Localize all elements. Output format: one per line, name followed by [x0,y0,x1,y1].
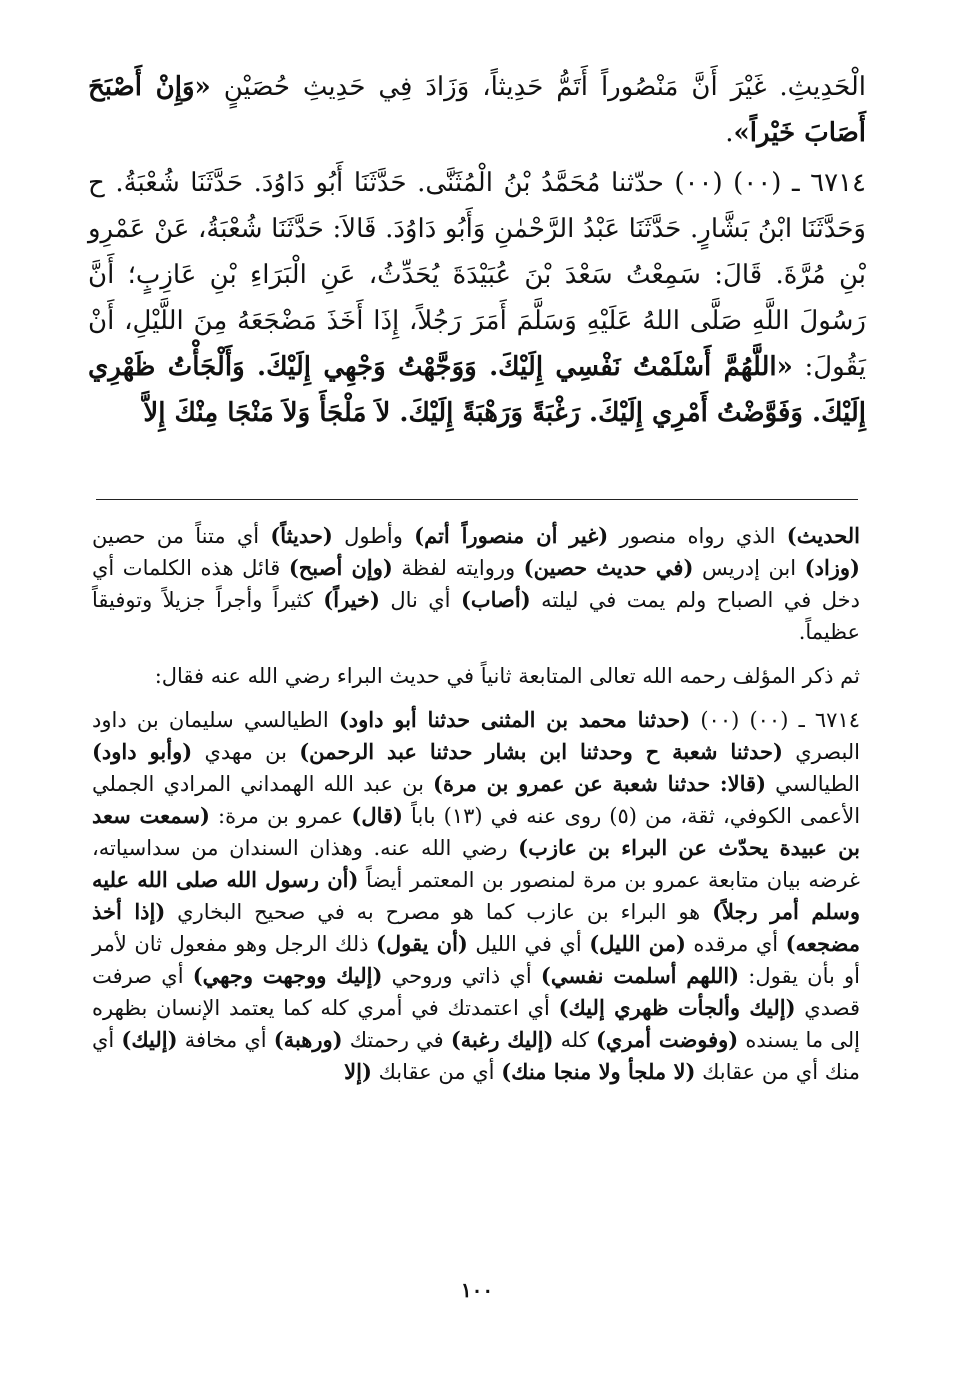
commentary-text: في رحمتك [342,1028,451,1052]
commentary-text: ابن إدريس [693,556,805,580]
commentary-text: أي اعتمدتك في أمري كله كما يعتمد الإنسان بظهره إلى ما يسنده [92,996,860,1052]
commentary-term: (إليك) [121,1027,178,1052]
commentary-text: أي صرفت قصدي [92,964,861,1020]
commentary-term: (حدثنا محمد بن المثنى حدثنا أبو داود) [338,707,691,732]
commentary-text: كله [553,1028,596,1052]
hadith-quote: «وَإِنْ أَصْبَحَ أَصَابَ خَيْراً» [88,72,866,148]
commentary-term: (وأبو داود) [92,739,193,764]
commentary-term: (سمعت سعد بن عبيدة يحدّث عن البراء بن عازب) [92,803,860,860]
commentary-paragraph-2 [92,660,860,692]
main-text-block [88,64,866,440]
commentary-term: (أن يقول) [375,931,468,956]
commentary-text: أي مخافة [177,1028,274,1052]
commentary-term: (أصاب) [460,587,531,612]
commentary-text: وأطول [332,524,415,548]
commentary-text: أي من عقابك [371,1060,502,1084]
commentary-term: (خيراً) [323,587,380,612]
commentary-term: (لا ملجأ ولا منجا منك) [501,1059,696,1084]
commentary-text: قائل هذه الكلمات أي دخل في الصباح ولم يمت في ليلته [92,556,860,612]
commentary-text: أي في الليل [467,932,590,956]
commentary-block [92,520,860,1100]
main-paragraph-2 [88,160,866,436]
commentary-text: الذي رواه منصور [608,524,787,548]
hadith-chain: ٦٧١٤ ـ (٠٠) (٠٠) حدّثنا مُحَمَّدُ بْنُ الْمُثَنَّى. حَدَّثَنَا أَبُو دَاوُدَ. حَدَّثَنَا شُعْبَةُ. ح وَحَدَّثَنَا ابْنُ بَشَّارٍ. حَدَّثَنَا عَبْدُ الرَّحْمٰنِ وَأَبُو دَاوُدَ. قَالاَ: حَدَّثَنَا شُعْبَةُ، عَنْ عَمْرِو بْنِ مُرَّةَ. قَالَ: سَمِعْتُ سَعْدَ بْنَ عُبَيْدَةَ يُحَدِّثُ، عَنِ الْبَرَاءِ بْنِ عَازِبٍ؛ أَنَّ رَسُولَ اللَّهِ صَلَّى اللهُ عَلَيْهِ وَسَلَّمَ أَمَرَ رَجُلاً، إِذَا أَخَذَ مَضْجَعَهُ مِنَ اللَّيْلِ، أَنْ يَقُولَ: [88,168,866,382]
commentary-text: وروايته لفظة [392,556,524,580]
commentary-term: (أن رسول الله صلى الله عليه وسلم أمر رجلاً) [92,867,861,924]
commentary-text: أي منك أي من عقابك [92,1028,860,1084]
commentary-text: أي مرقده [685,932,786,956]
commentary-text: الطيالسي سليمان بن داود البصري [92,708,861,764]
commentary-term: (قالا: حدثنا شعبة عن عمرو بن مرة) [433,771,767,796]
page-number: ١٠٠ [460,1278,494,1302]
commentary-term: (قال) [351,803,403,828]
commentary-term: (وفوضت أمري) [596,1027,739,1052]
commentary-text: ٦٧١٤ ـ (٠٠) (٠٠) [690,708,861,732]
commentary-term: الحديث) [786,523,860,548]
commentary-term: (ورهبة) [273,1027,343,1052]
commentary-term: (اللهم أسلمت نفسي) [540,963,740,988]
footnote-divider [96,499,858,500]
commentary-term: (غير أن منصوراً أتم) [414,523,609,548]
commentary-text: بن مهدي [192,740,300,764]
hadith-text: الْحَدِيثِ. غَيْرَ أَنَّ مَنْصُوراً أَتَمُّ حَدِيثاً، وَزَادَ فِي حَدِيثِ حُصَيْنٍ [210,72,866,102]
commentary-term: (إليك وألجأت ظهري إليك) [558,995,796,1020]
commentary-text: هو البراء بن عازب كما هو مصرح به في صحيح البخاري [165,900,713,924]
commentary-term: (حديثاً) [270,523,333,548]
commentary-term: (من الليل) [589,931,686,956]
commentary-term: (إلا [344,1059,372,1084]
commentary-text: الطيالسي [766,772,860,796]
commentary-text: كثيراً وأجراً جزيلاً وتوفيقاً عظيماً. [92,588,860,644]
hadith-quote: «اللَّهُمَّ أَسْلَمْتُ نَفْسِي إِلَيْكَ. وَوَجَّهْتُ وَجْهِي إِلَيْكَ. وَأَلْجَأْتُ ظَهْرِي إِلَيْكَ. وَفَوَّضْتُ أَمْرِي إِلَيْكَ. رَغْبَةً وَرَهْبَةً إِلَيْكَ. لاَ مَلْجَأَ وَلاَ مَنْجَا مِنْكَ إِلاَّ [88,352,866,428]
main-paragraph-1 [88,64,866,156]
commentary-text: أي متناً من حصين [92,524,271,548]
commentary-text: عمرو بن مرة: [209,804,352,828]
commentary-text: أي نال [379,588,461,612]
commentary-text: ذلك الرجل وهو مفعول ثان لأمر أو بأن يقول: [92,932,860,988]
commentary-term: (وزاد) [804,555,860,580]
commentary-paragraph-1 [92,520,860,648]
commentary-term: (إذا أخذ مضجعه) [92,899,861,956]
commentary-text: بن عبد الله الهمداني المرادي الجملي الأعمى الكوفي، ثقة، من (٥) روى عنه في (١٣) باباً [92,772,861,828]
commentary-term: (إليك رغبة) [450,1027,554,1052]
commentary-term: (وإن أصبح) [288,555,393,580]
commentary-term: (إليك ووجهت وجهي) [192,963,383,988]
commentary-text: ثم ذكر المؤلف رحمه الله تعالى المتابعة ثانياً في حديث البراء رضي الله عنه فقال: [154,664,860,688]
commentary-text: أي ذاتي وروحي [382,964,541,988]
commentary-term: (حدثنا شعبة ح وحدثنا ابن بشار حدثنا عبد الرحمن) [299,739,783,764]
commentary-term: (في حديث حصين) [523,555,694,580]
hadith-text: . [725,118,734,148]
commentary-paragraph-3 [92,704,860,1088]
commentary-text: رضي الله عنه. وهذان السندان من سداسياته، غرضه بيان متابعة عمرو بن مرة لمنصور بن المعتمر أيضاً [92,836,861,892]
